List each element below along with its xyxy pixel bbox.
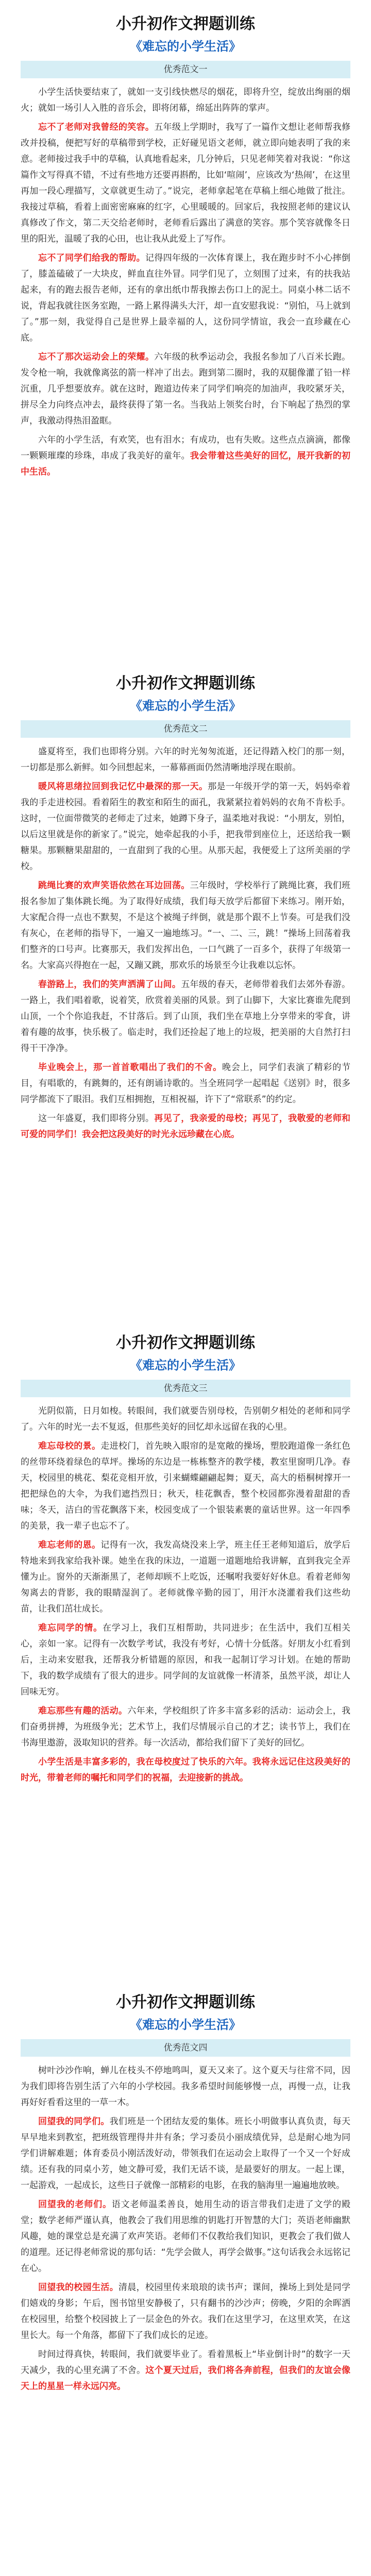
- highlight-sentence: 回望我的同学们。: [38, 2116, 110, 2127]
- body-text: 小学生活快要结束了，就如一支引线快燃尽的烟花，即将升空，绽放出绚丽的烟火；就如一场引人入胜的音乐会，即将闭幕，绵延出阵阵的掌声。: [21, 87, 350, 113]
- body-text: 记得有一次，我发高烧没来上学，班主任王老师知道后，放学后特地来到我家给我补课。她坐在我的床边，一道题一道题地给我讲解，直到我完全弄懂为止。窗外的天渐渐黑了，老师却顾不上吃饭，还嘱咐我要好好休息。看着老师匆匆离去的背影，我的眼睛湿润了。老师就像辛勤的园丁，用汗水浇灌着我们这些幼苗，让我们茁壮成长。: [21, 1540, 350, 1614]
- body-text: 光阴似箭，日月如梭。转眼间，我们就要告别母校，告别朝夕相处的老师和同学了。六年的时光一去不复返，但那些美好的回忆却永远留在我的心里。: [21, 1406, 350, 1432]
- page-title: 小升初作文押题训练: [116, 15, 255, 33]
- body-text: 在学习上，我们互相帮助，共同进步；在生活中，我们互相关心，亲如一家。记得有一次数学考试，我没有考好，心情十分低落。好朋友小红看到后，主动来安慰我，还帮我分析错题的原因，和我一起制订学习计划。在她的帮助下，我的数学成绩有了很大的进步。同学间的友谊就像一杯清茶，虽然平淡，却让人回味无穷。: [21, 1623, 351, 1697]
- highlight-sentence: 难忘母校的景。: [38, 1441, 101, 1451]
- body-text: 六年来，学校组织了许多丰富多彩的活动：运动会上，我们奋勇拼搏，为班级争光；艺术节上，我们尽情展示自己的才艺；读书节上，我们在书海里遨游，汲取知识的营养。每一次活动，都给我们留下了美好的回忆。: [21, 1706, 351, 1748]
- body-text: 六年的小学生活，有欢笑，也有泪水；有成功，也有失败。这些点点滴滴，都像一颗颗璀璨的珍珠，串成了我美好的童年。: [21, 435, 350, 461]
- body-text: 三年级时，学校举行了跳绳比赛，我们班报名参加了集体跳长绳。为了取得好成绩，我们每天放学后都留下来练习。刚开始，大家配合得一点也不默契，不是这个被绳子绊倒，就是那个跟不上节奏。可是我们没有灰心，在老师的指导下，一遍又一遍地练习。“一、二、三，跳！”操场上回荡着我们整齐的口号声。比赛那天，我们发挥出色，一口气跳了一百多个，获得了年级第一名。大家高兴得抱在一起，又蹦又跳，那欢乐的场景至今让我难以忘怀。: [21, 880, 350, 971]
- highlight-sentence: 跳绳比赛的欢声笑语依然在耳边回荡。: [38, 880, 190, 891]
- body-text: 树叶沙沙作响，蝉儿在枝头不停地鸣叫，夏天又来了。这个夏天与往常不同，因为我们即将告别生活了六年的小学校园。我多希望时间能够慢一点，再慢一点，让我再好好看看这里的一草一木。: [21, 2065, 350, 2108]
- paragraph: [21, 1703, 350, 1751]
- highlight-sentence: 再见了，我亲爱的母校；再见了，我敬爱的老师和可爱的同学们！我会把这段美好的时光永远珍藏在心底。: [21, 1113, 351, 1140]
- essay-section: [0, 659, 371, 1319]
- highlight-sentence: 毕业晚会上，那一首首歌唱出了我们的不舍。: [38, 1062, 222, 1073]
- paragraph: [21, 2197, 350, 2277]
- body-text: 这一年盛夏，我们即将分别。: [38, 1113, 155, 1124]
- body-text: 六年级的秋季运动会，我报名参加了八百米长跑。发令枪一响，我就像离弦的箭一样冲了出去。跑到第二圈时，我的双腿像灌了铅一样沉重，几乎想要放弃。就在这时，跑道边传来了同学们响亮的加油声，我咬紧牙关，拼尽全力向终点冲去，最终获得了第一名。当我站上领奖台时，台下响起了热烈的掌声，我激动得热泪盈眶。: [21, 352, 351, 426]
- highlight-sentence: 忘不了那次运动会上的荣耀。: [38, 352, 155, 362]
- paragraph: [21, 250, 350, 346]
- essay-title: 《难忘的小学生活》: [130, 2018, 241, 2032]
- highlight-sentence: 暖风将思绪拉回到我记忆中最深的那一天。: [38, 782, 208, 792]
- body-text: 晚会上，同学们表演了精彩的节目，有唱歌的，有跳舞的，还有朗诵诗歌的。当全班同学一起唱起《送别》时，很多同学都流下了眼泪。我们互相拥抱，互相祝福，许下了“常联系”的约定。: [21, 1062, 350, 1105]
- paragraph: [21, 1620, 350, 1700]
- body-text: 那是一年级开学的第一天，妈妈牵着我的手走进校园。看着陌生的教室和陌生的面孔，我紧紧拉着妈妈的衣角不肯松手。这时，一位面带微笑的老师走了过来，她蹲下身子，温柔地对我说：“小朋友，别怕，以后这里就是你的新家了。”说完，她牵起我的小手，把我带到座位上，还送给我一颗糖果。那颗糖果甜甜的，一直甜到了我的心里。从那天起，我便爱上了这所美丽的学校。: [21, 782, 351, 872]
- highlight-sentence: 难忘那些有趣的活动。: [38, 1706, 128, 1716]
- page-title: 小升初作文押题训练: [116, 1334, 255, 1352]
- paragraph: [21, 744, 350, 776]
- paragraph: [21, 1754, 350, 1786]
- body-text: 语文老师温柔善良，她用生动的语言带我们走进了文学的殿堂；数学老师严谨认真，他教会了我们用思维的钥匙打开智慧的大门；英语老师幽默风趣，她的课堂总是充满了欢声笑语。老师们不仅教给我们知识，更教会了我们做人的道理。还记得老师常说的那句话：“先学会做人，再学会做事。”这句话我会永远铭记在心。: [21, 2199, 351, 2274]
- body-text: 走进校门，首先映入眼帘的是宽敞的操场，塑胶跑道像一条红色的丝带环绕着绿色的草坪。操场的东边是一栋栋整齐的教学楼，教室里窗明几净。春天，校园里的桃花、梨花竞相开放，引来蝴蝶翩翩起舞；夏天，高大的梧桐树撑开一把把绿色的大伞，为我们遮挡烈日；秋天，桂花飘香，整个校园都弥漫着甜甜的香味；冬天，洁白的雪花飘落下来，校园变成了一个银装素裹的童话世界。这一年四季的美景，我一辈子也忘不了。: [21, 1441, 350, 1531]
- sample-essay-banner: 优秀范文三: [21, 1380, 350, 1397]
- paragraph: [21, 432, 350, 480]
- paragraph: [21, 84, 350, 116]
- sample-essay-banner: 优秀范文四: [21, 2039, 350, 2057]
- highlight-sentence: 忘不了同学们给我的帮助。: [38, 253, 145, 263]
- essay-section: [0, 1319, 371, 1978]
- paragraph: [21, 2063, 350, 2111]
- highlight-sentence: 难忘老师的恩。: [38, 1540, 101, 1550]
- body-text: 五年级的春天，老师带着我们去郊外春游。一路上，我们唱着歌，说着笑，欣赏着美丽的风景。到了山脚下，大家比赛谁先爬到山顶，一个个你追我赶，不甘落后。到了山顶，我们坐在草地上分享带来的零食，讲着有趣的故事，快乐极了。临走时，我们还捡起了地上的垃圾，把美丽的大自然打扫得干干净净。: [21, 979, 351, 1054]
- essay-section: [0, 1978, 371, 2576]
- paragraph: [21, 2114, 350, 2194]
- sample-essay-banner: 优秀范文二: [21, 720, 350, 738]
- essay-title: 《难忘的小学生活》: [130, 1358, 241, 1372]
- paragraph: [21, 2280, 350, 2344]
- paragraph: [21, 1537, 350, 1617]
- paragraph: [21, 878, 350, 974]
- page-title: 小升初作文押题训练: [116, 1993, 255, 2011]
- paragraph: [21, 1111, 350, 1143]
- highlight-sentence: 我会带着这些美好的回忆，展开我新的初中生活。: [21, 451, 351, 477]
- paragraph: [21, 977, 350, 1057]
- paragraph: [21, 1438, 350, 1534]
- page-title: 小升初作文押题训练: [116, 674, 255, 692]
- body-text: 清晨，校园里传来琅琅的读书声；课间，操场上到处是同学们嬉戏的身影；午后，图书馆里安静极了，只有翻书的沙沙声；傍晚，夕阳的余晖洒在校园里，给整个校园披上了一层金色的外衣。我们在这里学习，在这里欢笑，在这里长大。每一个角落，都留下了我们成长的足迹。: [21, 2282, 351, 2341]
- highlight-sentence: 小学生活是丰富多彩的，我在母校度过了快乐的六年。我将永远记住这段美好的时光，带着老师的嘱托和同学们的祝福，去迎接新的挑战。: [21, 1757, 350, 1783]
- highlight-sentence: 春游路上，我们的笑声洒满了山间。: [38, 979, 181, 990]
- body-text: 五年级上学期时，我写了一篇作文想让老师帮我修改并投稿，便把写好的草稿带到学校，正好碰见语文老师，就立即向她表明了我的来意。老师接过我手中的草稿，认真地看起来，几分钟后，只见老师笑着对我说：“你这篇作文写得真不错，不过有些地方还要再斟酌，比如‘喧闹’，应该改为‘热闹’，在这里再加一段心理描写，文章就更生动了。”说完，老师拿起笔在草稿上细心地做了批注。我接过草稿，看着上面密密麻麻的红字，心里暖暖的。回家后，我按照老师的建议认真修改了作文，第二天交给老师时，老师看后露出了满意的笑容。那个笑容就像冬日里的阳光，温暖了我的心田，也让我从此爱上了写作。: [21, 122, 351, 244]
- paragraph: [21, 349, 350, 429]
- essay-title: 《难忘的小学生活》: [130, 39, 241, 54]
- body-text: 时间过得真快，转眼间，我们就要毕业了。看着黑板上“毕业倒计时”的数字一天天减少，我的心里充满了不舍。: [21, 2349, 350, 2376]
- paragraph: [21, 1403, 350, 1435]
- highlight-sentence: 回望我的校园生活。: [38, 2282, 119, 2293]
- paragraph: [21, 2347, 350, 2395]
- essay-section: [0, 0, 371, 659]
- paragraph: [21, 120, 350, 247]
- essay-title: 《难忘的小学生活》: [130, 699, 241, 713]
- sample-essay-banner: 优秀范文一: [21, 61, 350, 78]
- paragraph: [21, 779, 350, 875]
- highlight-sentence: 这个夏天过后，我们将各奔前程，但我们的友谊会像天上的星星一样永远闪亮。: [21, 2365, 351, 2392]
- paragraph: [21, 1060, 350, 1108]
- highlight-sentence: 难忘同学的情。: [38, 1623, 103, 1633]
- body-text: 盛夏将至，我们也即将分别。六年的时光匆匆流逝，还记得踏入校门的那一刻，一切都是那么新鲜。如今回想起来，一幕幕画面仍然清晰地浮现在眼前。: [21, 747, 350, 773]
- body-text: 我们班是一个团结友爱的集体。班长小明做事认真负责，每天早早地来到教室，把班级管理得井井有条；学习委员小丽成绩优异，总是耐心地为同学们讲解难题；体育委员小刚活泼好动，带领我们在运动会上取得了一个又一个好成绩。还有我的同桌小芳，她文静可爱，我们无话不谈，是最要好的朋友。一起上课，一起游戏，一起成长，这些日子就像一部精彩的电影，在我的脑海里一遍遍地放映。: [21, 2116, 351, 2191]
- highlight-sentence: 回望我的老师们。: [38, 2199, 112, 2210]
- highlight-sentence: 忘不了老师对我曾经的笑容。: [38, 122, 155, 132]
- body-text: 记得四年级的一次体育课上，我在跑步时不小心摔倒了，膝盖磕破了一大块皮，鲜血直往外冒。同学们见了，立刻围了过来，有的扶我站起来，有的跑去报告老师，还有的拿出纸巾帮我擦去伤口上的泥土。同桌小林二话不说，背起我就往医务室跑，一路上累得满头大汗，却一直安慰我说：“别怕，马上就到了。”那一刻，我觉得自己是世界上最幸福的人，这份同学情谊，我会一直珍藏在心底。: [21, 253, 351, 343]
